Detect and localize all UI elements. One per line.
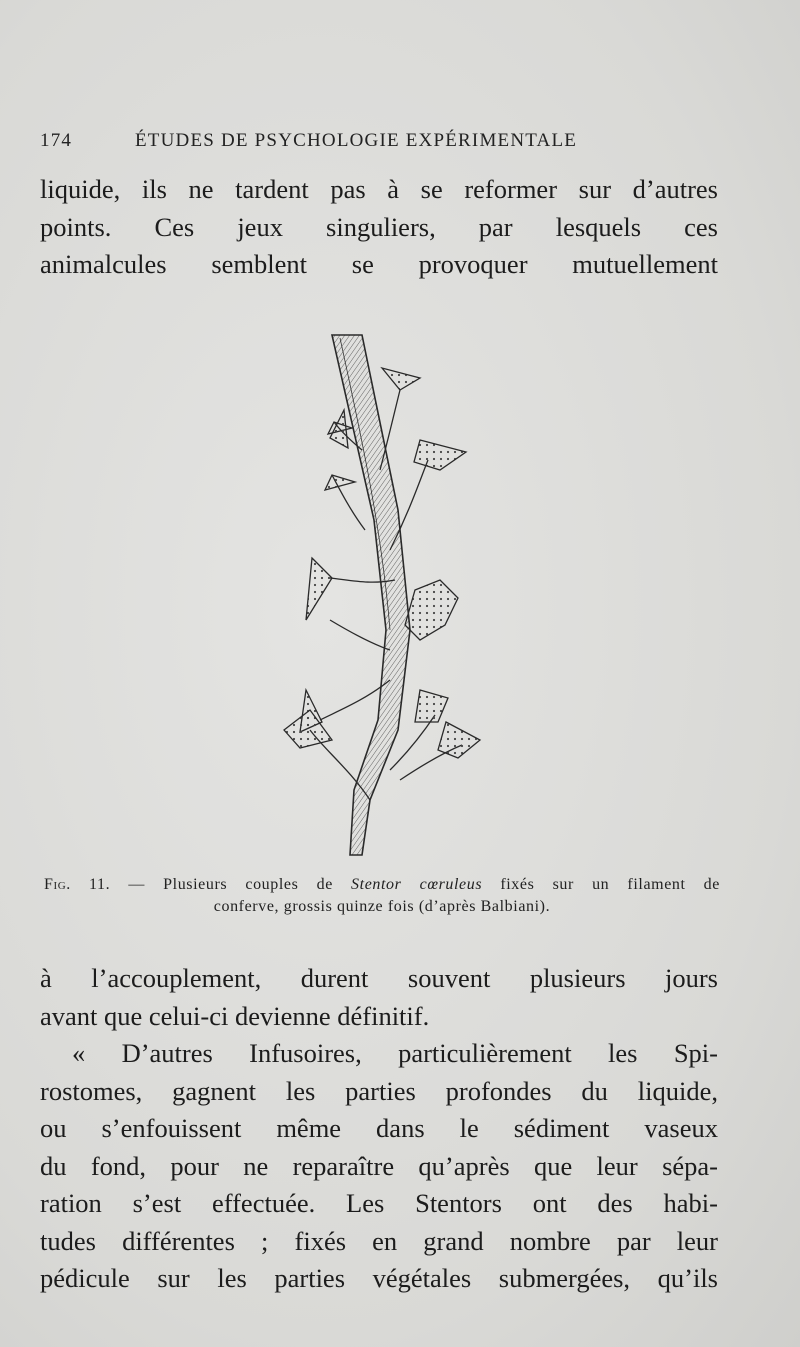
text-line: avant que celui-ci devienne définitif.	[40, 1000, 430, 1031]
caption-line-2: conferve, grossis quinze fois (d’après Balbiani).	[213, 898, 551, 915]
text-line: rostomes, gagnent les parties profondes du liquide,	[40, 1075, 718, 1106]
page-number: 174	[40, 130, 73, 151]
species-name: Stentor cœruleus	[351, 876, 483, 893]
text-line: points. Ces jeux singuliers, par lesquels ces	[40, 211, 718, 242]
text-line: tudes différentes ; fixés en grand nombre par leur	[40, 1225, 718, 1256]
caption-text-1: — Plusieurs couples de	[110, 876, 352, 893]
text-line: animalcules semblent se provoquer mutuellement	[40, 249, 718, 279]
running-title: ÉTUDES DE PSYCHOLOGIE EXPÉRIMENTALE	[135, 130, 578, 151]
text-line: du fond, pour ne reparaître qu’après que leur sépa-	[40, 1150, 718, 1181]
text-line: ou s’enfouissent même dans le sédiment vaseux	[40, 1113, 718, 1143]
caption-line-1	[44, 874, 720, 896]
figure-label: Fig. 11.	[44, 876, 111, 893]
running-head	[40, 130, 720, 158]
stentor-illustration	[270, 330, 500, 860]
caption-text-2: fixés sur un filament de	[482, 876, 720, 893]
text-line: pédicule sur les parties végétales submergées, qu’ils	[40, 1263, 718, 1293]
top-paragraph	[40, 171, 718, 284]
text-line: « D’autres Infusoires, particulièrement les Spi-	[72, 1038, 718, 1068]
text-line: liquide, ils ne tardent pas à se reformer sur d’autres	[40, 174, 718, 204]
text-line: ration s’est effectuée. Les Stentors ont des habi-	[40, 1188, 718, 1218]
text-line: à l’accouplement, durent souvent plusieurs jours	[40, 963, 718, 993]
figure-caption	[44, 874, 720, 918]
bottom-paragraphs	[40, 960, 718, 1298]
